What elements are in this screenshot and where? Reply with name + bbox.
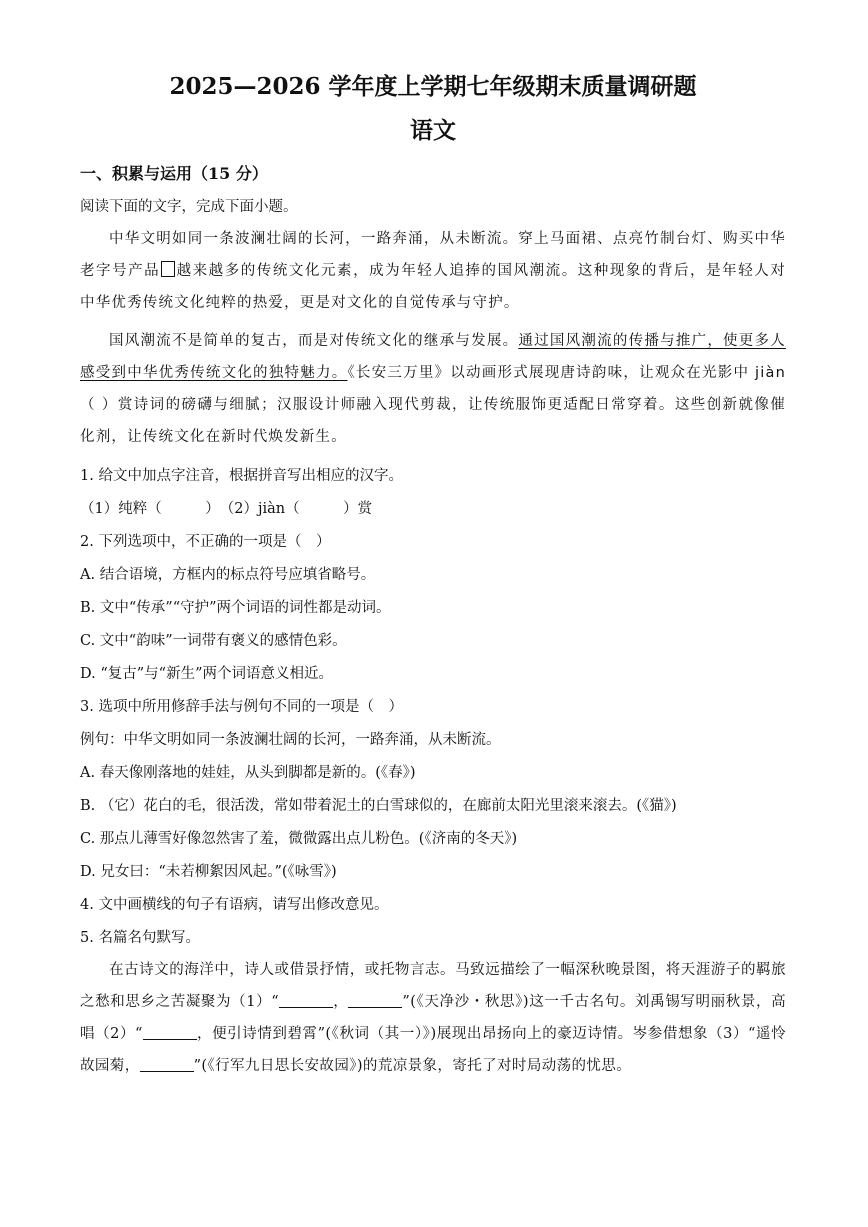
punctuation-box xyxy=(161,261,175,277)
underlined-sentence: 通过国风潮流的传播与推广，使更多人感受到中华优秀传统文化的独特魅力。 xyxy=(80,333,786,381)
question-2-option-a: A. 结合语境，方框内的标点符号应填省略号。 xyxy=(80,567,376,583)
question-3-example: 例句：中华文明如同一条波澜壮阔的长河，一路奔涌，从未断流。 xyxy=(80,732,501,748)
exam-title: 2025—2026 学年度上学期七年级期末质量调研题 xyxy=(169,73,697,100)
question-3-option-d: D. 兄女曰：“未若柳絮因风起。”(《咏雪》) xyxy=(80,864,337,880)
fill-blank[interactable] xyxy=(143,1025,197,1040)
passage-text: 中华文明如同一条波澜壮阔的长河，一路奔涌，从未断流。穿上马面裙、点亮竹制台灯、购买中华老字号产品 xyxy=(80,231,786,279)
fill-blank[interactable] xyxy=(140,1057,194,1072)
question-3-option-c: C. 那点儿薄雪好像忽然害了羞，微微露出点儿粉色。(《济南的冬天》) xyxy=(80,831,518,847)
passage-text: ， xyxy=(333,994,349,1010)
question-2-option-c: C. 文中“韵味”一词带有褒义的感情色彩。 xyxy=(80,633,347,649)
question-3: 3. 选项中所用修辞手法与例句不同的一项是（ ） xyxy=(80,699,403,715)
question-3-option-b: B. （它）花白的毛，很活泼，常如带着泥土的白雪球似的，在廊前太阳光里滚来滚去。(《猫》) xyxy=(80,798,677,814)
question-2-option-d: D. “复古”与“新生”两个词语意义相近。 xyxy=(80,666,333,682)
section-heading: 一、积累与运用（15 分） xyxy=(80,164,268,183)
question-1: 1. 给文中加点字注音，根据拼音写出相应的汉字。 xyxy=(80,468,403,484)
question-4: 4. 文中画横线的句子有语病，请写出修改意见。 xyxy=(80,897,389,913)
reading-intro: 阅读下面的文字，完成下面小题。 xyxy=(80,199,298,215)
question-3-option-a: A. 春天像刚落地的娃娃，从头到脚都是新的。(《春》) xyxy=(80,765,416,781)
question-5: 5. 名篇名句默写。 xyxy=(80,930,200,946)
exam-subject: 语文 xyxy=(410,117,456,144)
passage-text: 在古诗文的海洋中，诗人或借景抒情，或托物言志。马致远描绘了一幅深秋晚景图，将天涯游子的羁旅之愁和思乡之苦凝聚为（1）“ xyxy=(80,962,786,1010)
question-2-option-b: B. 文中“传承”“守护”两个词语的词性都是动词。 xyxy=(80,600,391,616)
passage-text: 《长安三万里》以动画形式展现唐诗韵味，让观众在光影中 jiàn（ ）赏诗词的磅礴与细腻；汉服设计师融入现代剪裁，让传统服饰更适配日常穿着。这些创新就像催化剂，让传统文化在新时代焕发新生。 xyxy=(80,365,786,445)
passage-text: ，便引诗情到碧霄”(《秋词（其一）》)展现出昂扬向上的豪迈诗情。岑参借想象（3）“遥怜故园菊， xyxy=(80,1026,787,1074)
question-2: 2. 下列选项中，不正确的一项是（ ） xyxy=(80,534,331,550)
passage-text: 越来越多的传统文化元素，成为年轻人追捧的国风潮流。这种现象的背后，是年轻人对中华优秀传统文化纯粹的热爱，更是对文化的自觉传承与守护。 xyxy=(80,263,786,311)
question-5-passage xyxy=(80,954,786,1082)
passage-paragraph-2 xyxy=(80,325,786,453)
passage-text: ”(《行军九日思长安故园》)的荒凉景象，寄托了对时局动荡的忧思。 xyxy=(193,1058,632,1074)
passage-paragraph-1 xyxy=(80,223,786,319)
question-1-items: （1）纯粹（ ） （2）jiàn（ ）赏 xyxy=(80,501,373,517)
fill-blank[interactable] xyxy=(279,993,333,1008)
passage-text: ”(《天净沙・秋思》)这一千古名句。刘禹锡写明丽秋景，高唱（2）“ xyxy=(80,994,786,1042)
passage-text: 国风潮流不是简单的复古，而是对传统文化的继承与发展。 xyxy=(109,333,519,349)
fill-blank[interactable] xyxy=(348,993,402,1008)
